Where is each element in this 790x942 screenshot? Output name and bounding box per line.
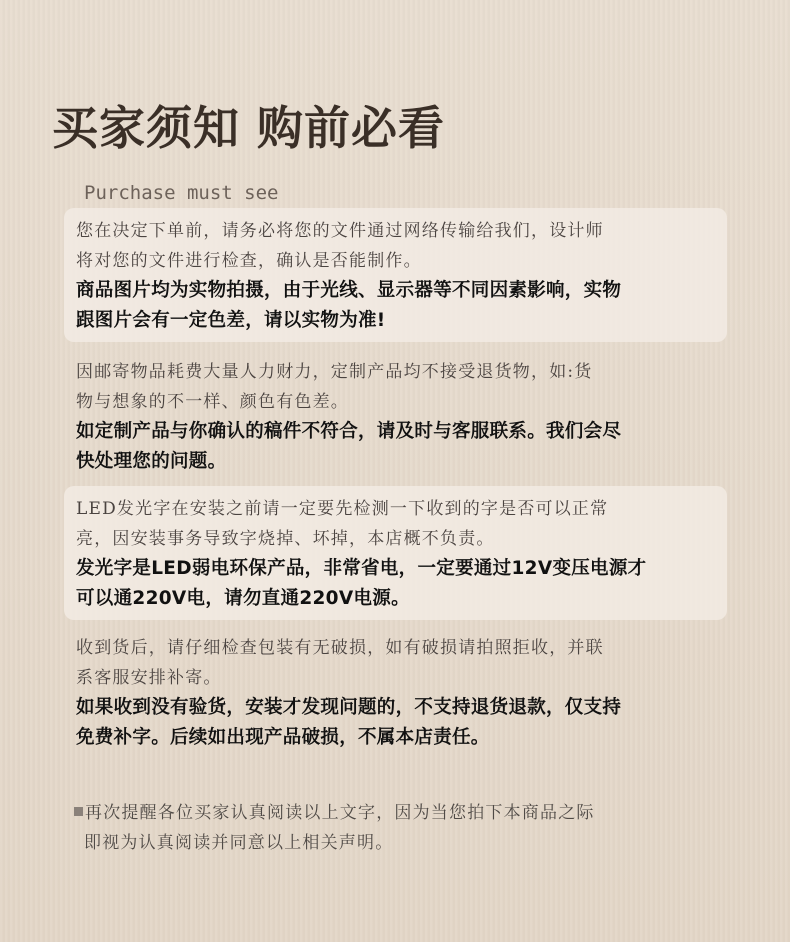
page-title: 买家须知 购前必看	[52, 101, 446, 155]
section-text-light: 系客服安排补寄。	[76, 668, 222, 688]
notice-section-files	[64, 208, 727, 342]
notice-section-returns	[64, 349, 727, 483]
section-text-bold: 如果收到没有验货，安装才发现问题的，不支持退货退款，仅支持	[76, 697, 622, 718]
section-text-light: 亮，因安装事务导致字烧掉、坏掉，本店概不负责。	[76, 529, 495, 549]
final-reminder-text: 再次提醒各位买家认真阅读以上文字，因为当您拍下本商品之际	[85, 803, 595, 823]
square-bullet-icon	[74, 807, 83, 816]
section-text-light: 物与想象的不一样、颜色有色差。	[76, 392, 349, 412]
section-text-light: 因邮寄物品耗费大量人力财力，定制产品均不接受退货物，如:货	[76, 362, 593, 382]
section-text-bold: 如定制产品与你确认的稿件不符合，请及时与客服联系。我们会尽	[76, 421, 622, 442]
section-text-bold: 跟图片会有一定色差，请以实物为准!	[76, 310, 386, 331]
section-text-light: 您在决定下单前，请务必将您的文件通过网络传输给我们，设计师	[76, 221, 604, 241]
section-text-bold: 商品图片均为实物拍摄，由于光线、显示器等不同因素影响，实物	[76, 280, 622, 301]
section-text-light: 收到货后，请仔细检查包装有无破损，如有破损请拍照拒收，并联	[76, 638, 604, 658]
section-text-bold: 可以通220V电，请勿直通220V电源。	[76, 588, 410, 609]
page-subtitle: Purchase must see	[84, 182, 279, 204]
notice-section-delivery	[64, 625, 727, 759]
final-reminder	[74, 798, 724, 858]
section-text-bold: 发光字是LED弱电环保产品，非常省电，一定要通过12V变压电源才	[76, 558, 647, 579]
section-text-light: 将对您的文件进行检查，确认是否能制作。	[76, 251, 422, 271]
section-text-light: LED发光字在安装之前请一定要先检测一下收到的字是否可以正常	[76, 499, 609, 519]
section-text-bold: 快处理您的问题。	[76, 451, 227, 472]
final-reminder-line	[74, 798, 724, 828]
notice-section-led	[64, 486, 727, 620]
final-reminder-line: 即视为认真阅读并同意以上相关声明。	[84, 833, 394, 853]
section-text-bold: 免费补字。后续如出现产品破损，不属本店责任。	[76, 727, 490, 748]
